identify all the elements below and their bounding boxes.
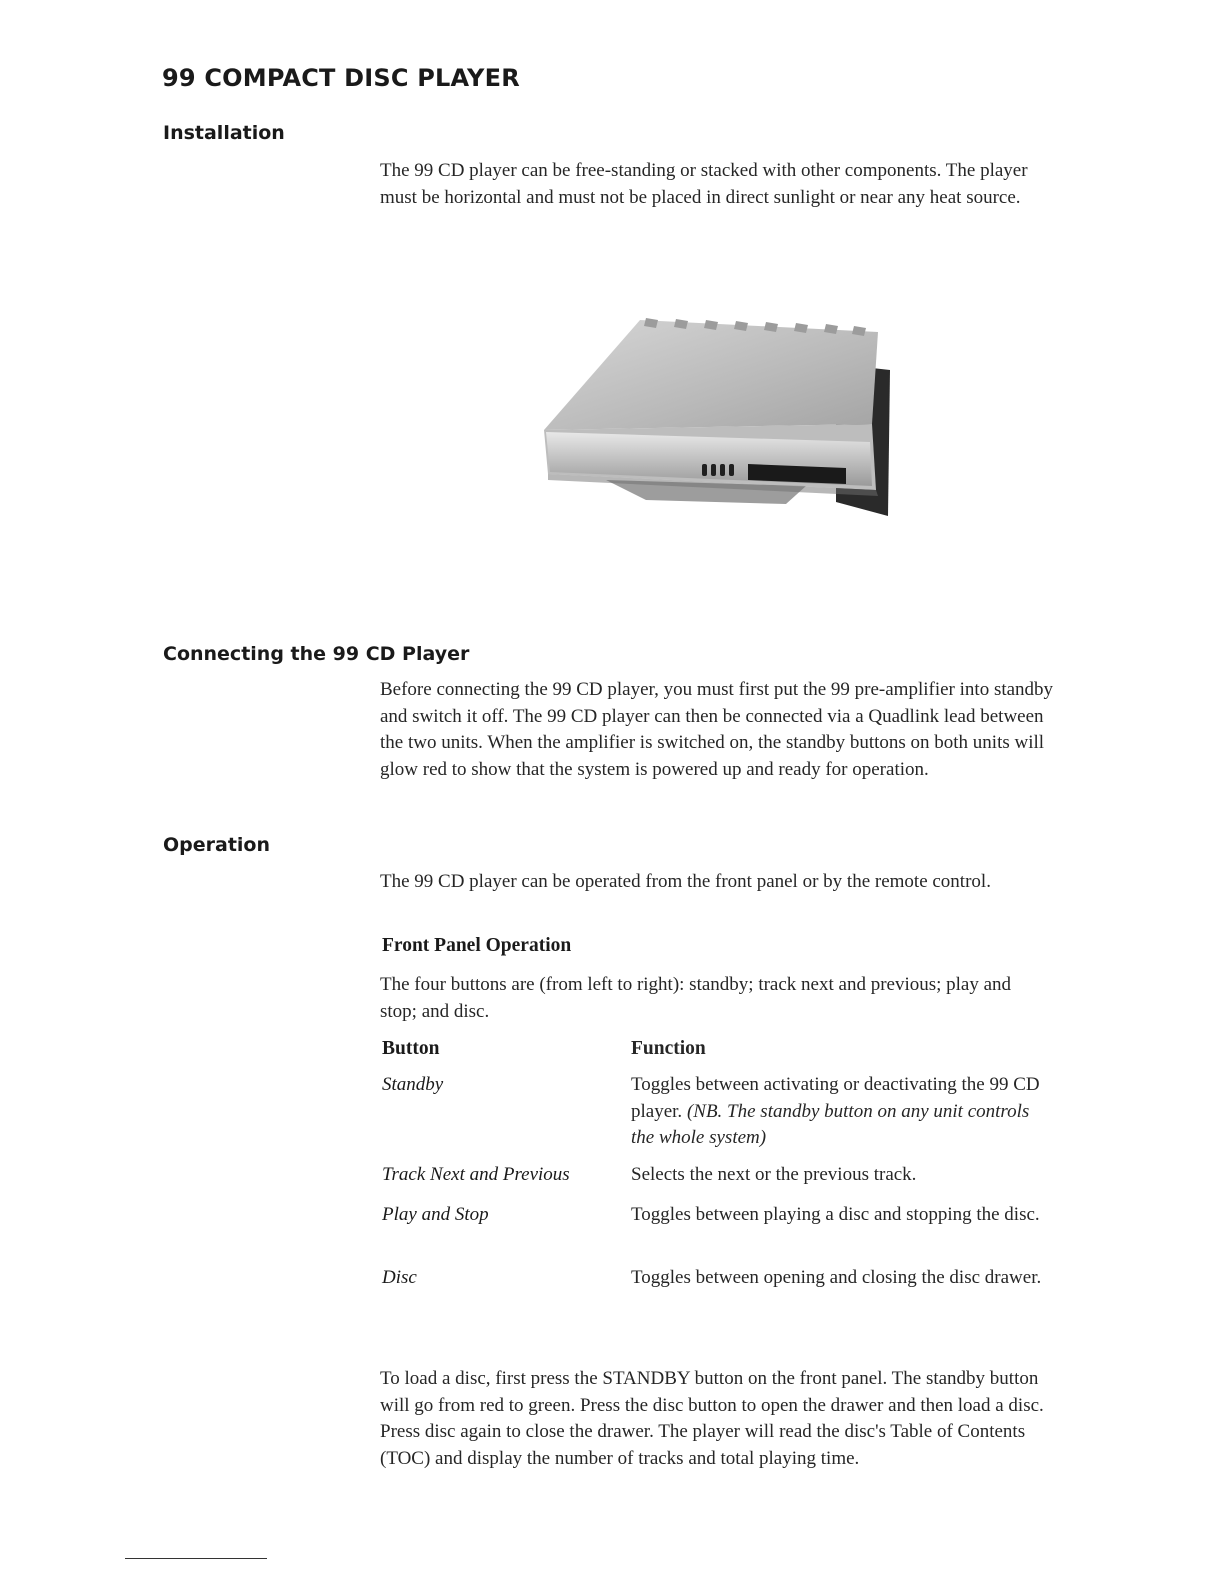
front-panel-heading: Front Panel Operation [382, 935, 572, 956]
function-text: Toggles between activating or deactivating the 99 CD player. [631, 1074, 1040, 1122]
header-button: Button [382, 1038, 440, 1059]
cd-player-image [536, 312, 892, 522]
connecting-text: Before connecting the 99 CD player, you must first put the 99 pre-amplifier into standby and switch it off. The 99 CD player can then be connected via a Quadlink lead between the two units. When the amplifier is switched on, the standby buttons on both units will glow red to show that the system is powered up and ready for operation. [380, 679, 1054, 780]
operation-heading: Operation [163, 834, 271, 856]
operation-intro: The 99 CD player can be operated from the front panel or by the remote control. [380, 871, 991, 892]
installation-heading: Installation [163, 122, 285, 144]
button-function [631, 1072, 1051, 1152]
header-function: Function [631, 1038, 706, 1059]
button-name: Track Next and Previous [382, 1164, 570, 1185]
button-function: Toggles between playing a disc and stopping the disc. [631, 1204, 1040, 1225]
button-function: Toggles between opening and closing the disc drawer. [631, 1267, 1042, 1288]
installation-text: The 99 CD player can be free-standing or stacked with other components. The player must be horizontal and must not be placed in direct sunlight or near any heat source. [380, 160, 1028, 208]
footer-rule [125, 1558, 267, 1559]
button-name: Play and Stop [382, 1204, 489, 1225]
function-note: (NB. The standby button on any unit controls the whole system) [631, 1100, 1030, 1148]
page-title: 99 COMPACT DISC PLAYER [162, 64, 520, 92]
front-panel-text: The four buttons are (from left to right): standby; track next and previous; play and stop; and disc. [380, 974, 1012, 1022]
connecting-heading: Connecting the 99 CD Player [163, 643, 470, 665]
button-name: Standby [382, 1074, 444, 1095]
button-function: Selects the next or the previous track. [631, 1164, 917, 1185]
load-disc-text: To load a disc, first press the STANDBY button on the front panel. The standby button will go from red to green. Press the disc button to open the drawer and then load a disc. Press disc again to close the drawer. The player will read the disc's Table of Contents (TOC) and display the number of tracks and total playing time. [380, 1368, 1044, 1469]
button-name: Disc [382, 1267, 417, 1288]
